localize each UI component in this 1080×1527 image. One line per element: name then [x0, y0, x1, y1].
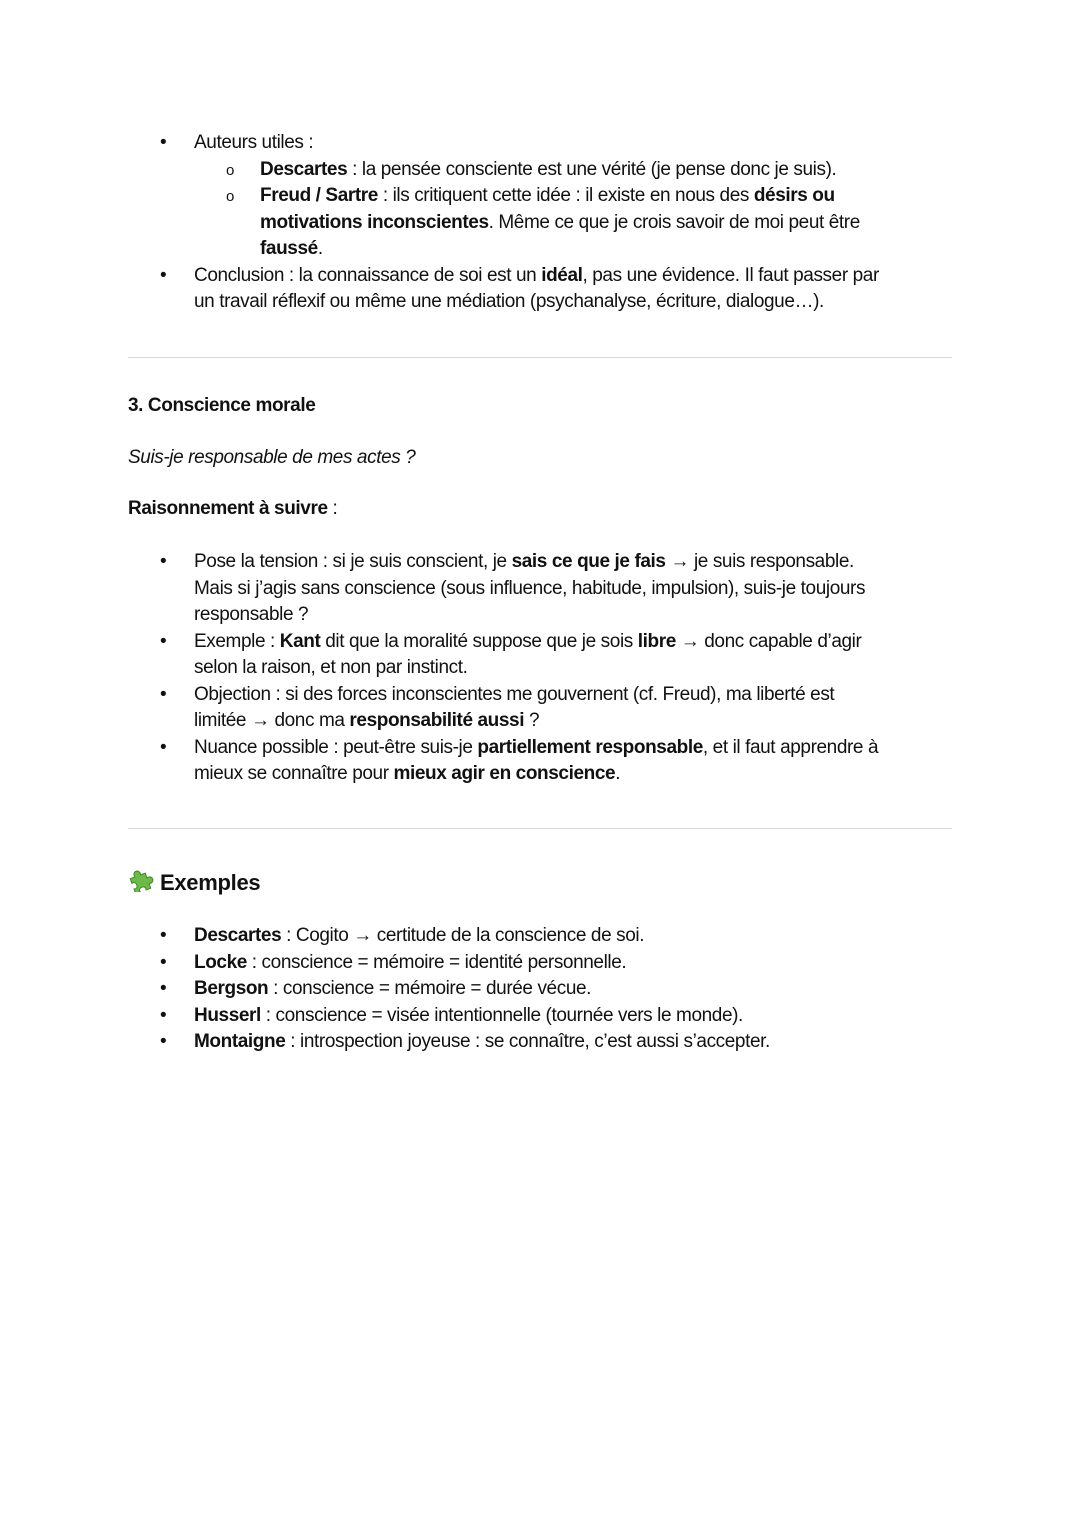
text: : conscience = mémoire = durée vécue.	[268, 978, 592, 999]
list-item-text	[194, 923, 644, 950]
list-item-text	[194, 1003, 743, 1030]
bold-text: Locke	[194, 951, 247, 973]
list-item-text	[194, 1029, 770, 1056]
bullet-icon: •	[160, 951, 167, 973]
list-item-line	[128, 236, 958, 263]
list-item-line	[128, 629, 958, 656]
text: , et il faut apprendre à	[702, 736, 879, 758]
authors-list	[128, 130, 958, 316]
list-item-text	[194, 576, 865, 603]
text: .	[317, 238, 323, 259]
text: : conscience = mémoire = identité personnelle.	[246, 951, 627, 973]
reasoning-label	[128, 496, 958, 523]
bold-text: Freud / Sartre	[260, 185, 378, 206]
list-item-text	[260, 236, 323, 263]
list-item-line	[128, 735, 958, 762]
section-question: Suis-je responsable de mes actes ?	[128, 447, 416, 468]
bold-text: partiellement responsable	[477, 736, 703, 758]
bullet-icon: •	[160, 630, 167, 652]
text: Pose la tension : si je suis conscient, je	[194, 551, 512, 572]
bold-text: responsabilité aussi	[349, 710, 525, 731]
bold-text: sais ce que je fais	[511, 551, 666, 572]
bold-text: Kant	[279, 630, 321, 652]
list-item-line	[128, 708, 958, 735]
text: Nuance possible : peut-être suis-je	[194, 736, 478, 758]
bullet-icon: •	[160, 978, 167, 999]
list-item-text	[194, 263, 879, 290]
list-item-text	[194, 976, 591, 1003]
text: dit que la moralité suppose que je sois	[320, 630, 638, 652]
text: Auteurs utiles :	[194, 132, 314, 153]
text: Mais si j’agis sans conscience (sous influence, habitude, impulsion), suis-je toujours	[194, 577, 866, 599]
puzzle-piece-icon	[128, 866, 154, 899]
list-item-line	[128, 576, 958, 603]
examples-heading	[128, 866, 958, 899]
text: : ils critiquent cette idée : il existe en nous des	[377, 185, 754, 206]
bold-text: désirs ou	[753, 185, 835, 206]
list-item-line	[128, 976, 958, 1003]
list-item-line	[128, 1029, 958, 1056]
section-heading: 3. Conscience morale	[128, 395, 316, 416]
list-item-line	[128, 263, 958, 290]
text: ?	[524, 710, 540, 731]
text: : conscience = visée intentionnelle (tournée vers le monde).	[260, 1004, 743, 1026]
bullet-icon: •	[160, 551, 167, 572]
text: responsable ?	[194, 604, 309, 625]
bullet-icon: •	[160, 736, 167, 758]
divider	[128, 357, 952, 358]
list-item-line	[128, 602, 958, 629]
list-item-text	[194, 761, 620, 788]
list-item-line	[128, 655, 958, 682]
bold-text: Husserl	[194, 1004, 261, 1026]
sub-bullet-icon: o	[226, 161, 234, 179]
bold-text: Descartes	[194, 925, 282, 946]
list-item-text	[194, 549, 854, 576]
list-item-line	[128, 923, 958, 950]
text: Exemple :	[194, 630, 280, 652]
text: , pas une évidence. Il faut passer par	[582, 264, 879, 286]
list-item-line	[128, 183, 958, 210]
bold-text: faussé	[260, 238, 318, 259]
list-item-text	[194, 950, 626, 977]
list-item-text	[194, 735, 878, 762]
list-item-line	[128, 289, 958, 316]
bold-text: mieux agir en conscience	[393, 763, 616, 784]
list-item-line	[128, 682, 958, 709]
text: Conclusion : la connaissance de soi est un	[194, 264, 542, 286]
text: un travail réflexif ou même une médiation (psychanalyse, écriture, dialogue…).	[194, 291, 824, 312]
bold-text: Descartes	[260, 158, 348, 180]
bold-text: idéal	[541, 264, 583, 286]
bullet-icon: •	[160, 1031, 167, 1052]
list-item-line	[128, 157, 958, 184]
list-item-line	[128, 130, 958, 157]
text: : la pensée consciente est une vérité (je pense donc je suis).	[347, 158, 837, 180]
text: : introspection joyeuse : se connaître, c’est aussi s’accepter.	[285, 1031, 770, 1052]
text: mieux se connaître pour	[194, 763, 394, 784]
list-item-text	[194, 629, 861, 656]
list-item-text	[260, 210, 860, 237]
list-item-line	[128, 549, 958, 576]
list-item-text	[260, 183, 835, 210]
bold-text: Montaigne	[194, 1031, 286, 1052]
text: .	[615, 763, 621, 784]
text: Objection : si des forces inconscientes me gouvernent (cf. Freud), ma liberté est	[194, 683, 835, 705]
sub-bullet-icon: o	[226, 188, 234, 205]
bullet-icon: •	[160, 1004, 167, 1026]
bullet-icon: •	[160, 925, 167, 946]
examples-list	[128, 923, 958, 1056]
text: selon la raison, et non par instinct.	[194, 657, 468, 678]
list-item-text	[194, 289, 824, 316]
bold-text: Bergson	[194, 978, 269, 999]
list-item-line	[128, 210, 958, 237]
list-item-line	[128, 950, 958, 977]
reasoning-label-text: Raisonnement à suivre	[128, 498, 328, 519]
bullet-icon: •	[160, 132, 167, 153]
text: → donc capable d’agir	[675, 630, 862, 652]
list-item-text	[194, 708, 539, 735]
list-item-line	[128, 761, 958, 788]
text: . Même ce que je crois savoir de moi peut être	[488, 211, 860, 233]
reasoning-colon: :	[327, 498, 338, 519]
text: → je suis responsable.	[665, 551, 854, 572]
list-item-text	[260, 157, 836, 184]
bold-text: libre	[637, 630, 676, 652]
bullet-icon: •	[160, 683, 167, 705]
text: limitée → donc ma	[194, 710, 350, 731]
examples-title: Exemples	[160, 869, 261, 895]
list-item-text	[194, 130, 313, 157]
text: : Cogito → certitude de la conscience de soi.	[281, 925, 645, 946]
list-item-line	[128, 1003, 958, 1030]
bold-text: motivations inconscientes	[260, 211, 489, 233]
list-item-text	[194, 602, 308, 629]
reasoning-list	[128, 549, 958, 788]
bullet-icon: •	[160, 264, 167, 286]
list-item-text	[194, 655, 468, 682]
list-item-text	[194, 682, 834, 709]
divider	[128, 828, 952, 829]
